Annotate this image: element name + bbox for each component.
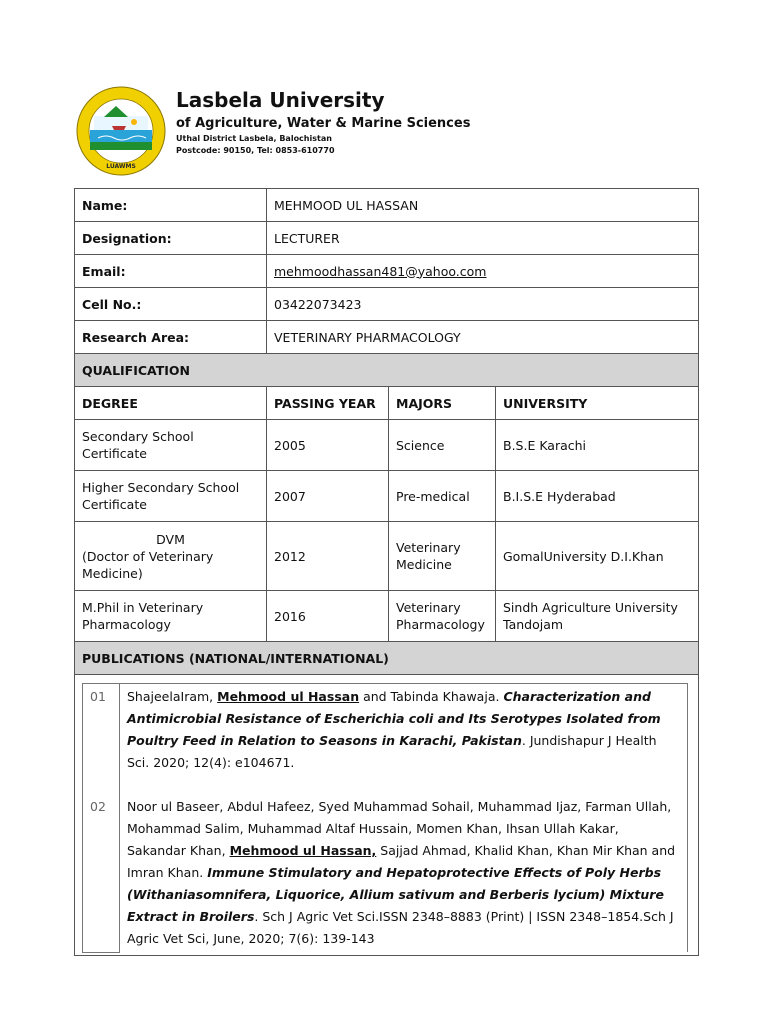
publications-header-row xyxy=(75,642,699,675)
qualification-title: QUALIFICATION xyxy=(75,354,699,387)
column-header: MAJORS xyxy=(389,387,496,420)
qualification-columns xyxy=(75,387,699,420)
university-subtitle: of Agriculture, Water & Marine Sciences xyxy=(176,116,471,131)
degree-abbr: DVM xyxy=(156,531,185,547)
publication-citation: . Jundishapur J Health Sci. 2020; 12(4): e104671. xyxy=(127,733,657,770)
qualification-row xyxy=(75,420,699,471)
cell-value: 03422073423 xyxy=(267,288,699,321)
publication-item xyxy=(83,684,688,795)
publications-row xyxy=(75,675,699,956)
qualification-header-row xyxy=(75,354,699,387)
designation-label: Designation: xyxy=(75,222,267,255)
majors-cell: Science xyxy=(389,420,496,471)
university-cell: B.I.S.E Hyderabad xyxy=(496,471,699,522)
publication-authors: Noor ul Baseer, Abdul Hafeez, Syed Muhammad Sohail, Muhammad Ijaz, Farman Ullah, Mohammad Salim, Muhammad Altaf Hussain, Momen Khan, Ihsan Ullah Kakar, Sakandar Khan, xyxy=(127,799,672,858)
publication-self-author: Mehmood ul Hassan xyxy=(217,689,360,704)
publication-authors: Sajjad Ahmad, Khalid Khan, Khan Mir Khan and Imran Khan. xyxy=(127,843,676,880)
publication-title: Immune Stimulatory and Hepatoprotective Effects of Poly Herbs (Withaniasomnifera, Liquorice, Allium sativum and Berberis lycium) Mixture Extract in Broilers xyxy=(127,865,664,924)
designation-value: LECTURER xyxy=(267,222,699,255)
email-label: Email: xyxy=(75,255,267,288)
column-header: UNIVERSITY xyxy=(496,387,699,420)
cv-table xyxy=(74,188,699,956)
university-logo xyxy=(76,86,166,176)
name-label: Name: xyxy=(75,189,267,222)
publication-number: 02 xyxy=(83,794,120,952)
majors-cell: Veterinary Medicine xyxy=(389,522,496,591)
majors-cell: Veterinary Pharmacology xyxy=(389,591,496,642)
university-cell: Sindh Agriculture University Tandojam xyxy=(496,591,699,642)
university-cell: GomalUniversity D.I.Khan xyxy=(496,522,699,591)
qualification-row xyxy=(75,471,699,522)
university-name: Lasbela University xyxy=(176,88,385,112)
degree-cell xyxy=(75,522,267,591)
qualification-row xyxy=(75,522,699,591)
cell-row xyxy=(75,288,699,321)
email-link[interactable]: mehmoodhassan481@yahoo.com xyxy=(274,263,487,279)
research-row xyxy=(75,321,699,354)
degree-full: (Doctor of Veterinary Medicine) xyxy=(82,548,214,581)
publication-item xyxy=(83,794,688,952)
publication-number: 01 xyxy=(83,684,120,795)
email-cell xyxy=(267,255,699,288)
cell-label: Cell No.: xyxy=(75,288,267,321)
university-address xyxy=(176,133,335,157)
email-row xyxy=(75,255,699,288)
majors-cell: Pre-medical xyxy=(389,471,496,522)
publication-text xyxy=(120,794,688,952)
publication-authors: ShajeelaIram, xyxy=(127,689,218,704)
degree-cell: M.Phil in Veterinary Pharmacology xyxy=(75,591,267,642)
research-value: VETERINARY PHARMACOLOGY xyxy=(267,321,699,354)
address-line: Uthal District Lasbela, Balochistan xyxy=(176,134,332,143)
publications-cell xyxy=(75,675,699,956)
postcode-line: Postcode: 90150, Tel: 0853-610770 xyxy=(176,146,335,155)
column-header: DEGREE xyxy=(75,387,267,420)
year-cell: 2012 xyxy=(267,522,389,591)
column-header: PASSING YEAR xyxy=(267,387,389,420)
degree-cell: Secondary School Certificate xyxy=(75,420,267,471)
name-value: MEHMOOD UL HASSAN xyxy=(267,189,699,222)
degree-cell: Higher Secondary School Certificate xyxy=(75,471,267,522)
university-cell: B.S.E Karachi xyxy=(496,420,699,471)
publication-citation: . Sch J Agric Vet Sci.ISSN 2348–8883 (Print) | ISSN 2348–1854.Sch J Agric Vet Sci, June, 2020; 7(6): 139-143 xyxy=(127,909,674,946)
publications-list xyxy=(82,683,688,953)
publication-authors: and Tabinda Khawaja. xyxy=(359,689,504,704)
year-cell: 2016 xyxy=(267,591,389,642)
publication-title: Characterization and Antimicrobial Resistance of Escherichia coli and Its Serotypes Isolated from Poultry Feed in Relation to Seasons in Karachi, Pakistan xyxy=(127,689,661,748)
designation-row xyxy=(75,222,699,255)
year-cell: 2007 xyxy=(267,471,389,522)
name-row xyxy=(75,189,699,222)
publication-text xyxy=(120,684,688,795)
letterhead xyxy=(0,0,770,185)
publications-title: PUBLICATIONS (NATIONAL/INTERNATIONAL) xyxy=(75,642,699,675)
logo-lettering: LUAWMS xyxy=(106,163,136,170)
publication-self-author: Mehmood ul Hassan, xyxy=(229,843,377,858)
year-cell: 2005 xyxy=(267,420,389,471)
qualification-row xyxy=(75,591,699,642)
research-label: Research Area: xyxy=(75,321,267,354)
